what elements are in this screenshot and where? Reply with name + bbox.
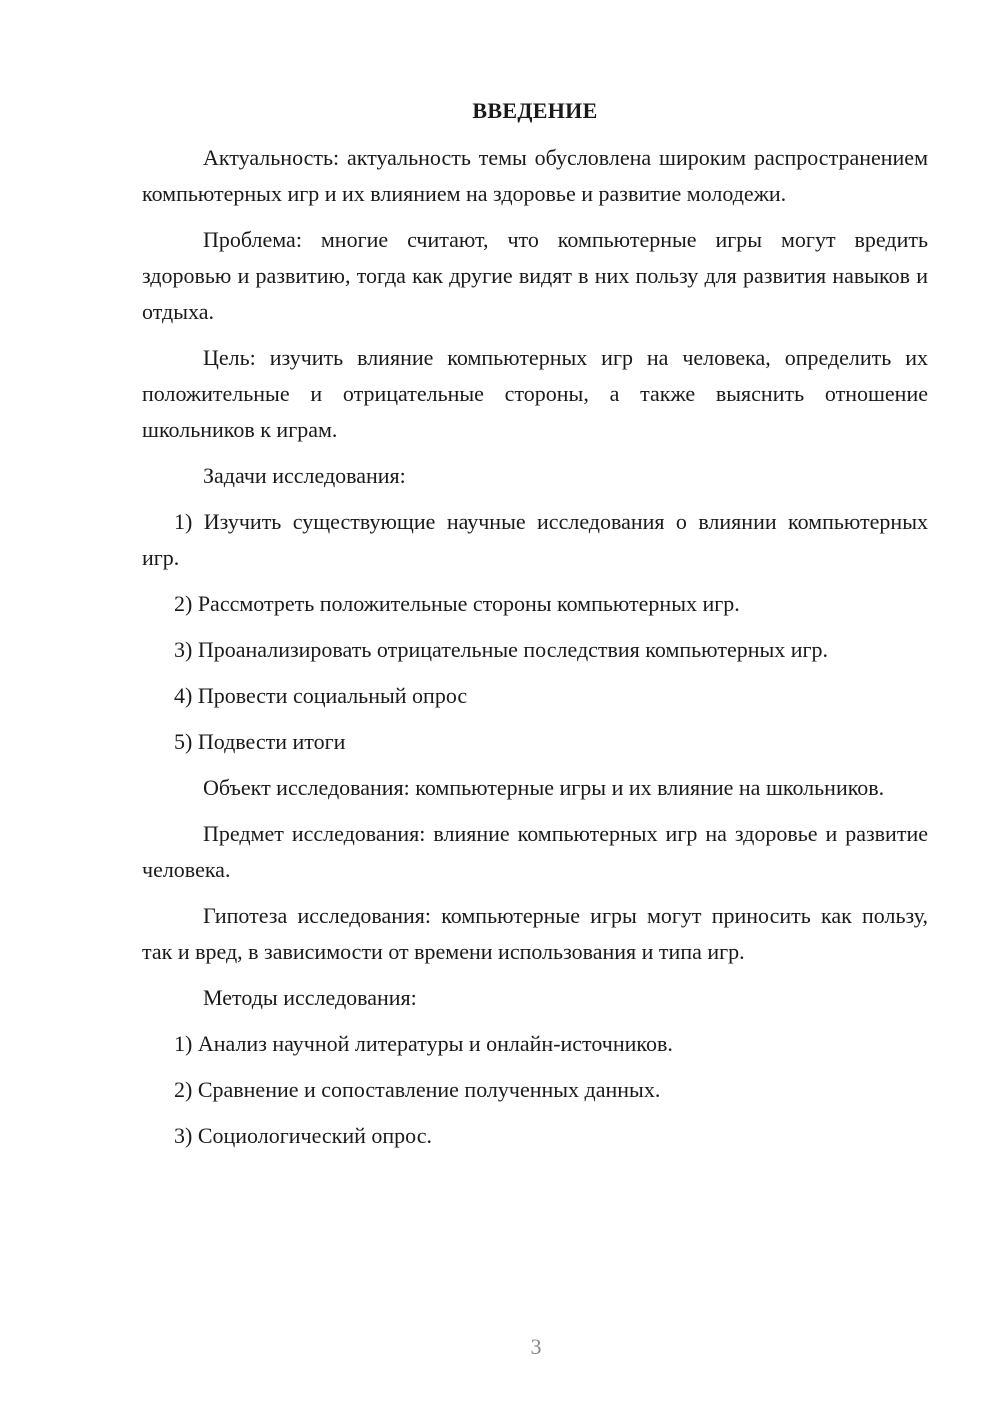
tasks-heading: Задачи исследования:	[203, 463, 406, 488]
method-item: 1) Анализ научной литературы и онлайн-источников.	[174, 1031, 673, 1056]
subject-paragraph: Предмет исследования: влияние компьютерных игр на здоровье и развитие человека.	[142, 821, 928, 882]
task-item: 5) Подвести итоги	[174, 729, 346, 754]
methods-list	[142, 1026, 928, 1154]
page-number: 3	[530, 1334, 542, 1359]
document-page	[142, 96, 928, 1164]
methods-heading: Методы исследования:	[203, 985, 417, 1010]
method-item: 2) Сравнение и сопоставление полученных данных.	[174, 1077, 661, 1102]
tasks-list	[142, 504, 928, 760]
task-item: 3) Проанализировать отрицательные последствия компьютерных игр.	[174, 637, 829, 662]
object-paragraph: Объект исследования: компьютерные игры и их влияние на школьников.	[203, 775, 885, 800]
task-item: 4) Провести социальный опрос	[174, 683, 468, 708]
task-item: 1) Изучить существующие научные исследования о влиянии компьютерных игр.	[142, 509, 928, 570]
section-title: ВВЕДЕНИЕ	[472, 98, 598, 123]
method-item: 3) Социологический опрос.	[174, 1123, 432, 1148]
relevance-paragraph: Актуальность: актуальность темы обусловлена широким распространением компьютерных игр и их влиянием на здоровье и развитие молодежи.	[142, 145, 928, 206]
task-item: 2) Рассмотреть положительные стороны компьютерных игр.	[174, 591, 740, 616]
hypothesis-paragraph: Гипотеза исследования: компьютерные игры могут приносить как пользу, так и вред, в зависимости от времени использования и типа игр.	[142, 903, 928, 964]
goal-paragraph: Цель: изучить влияние компьютерных игр на человека, определить их положительные и отрицательные стороны, а также выяснить отношение школьников к играм.	[142, 345, 928, 442]
problem-paragraph: Проблема: многие считают, что компьютерные игры могут вредить здоровью и развитию, тогда как другие видят в них пользу для развития навыков и отдыха.	[142, 227, 928, 324]
